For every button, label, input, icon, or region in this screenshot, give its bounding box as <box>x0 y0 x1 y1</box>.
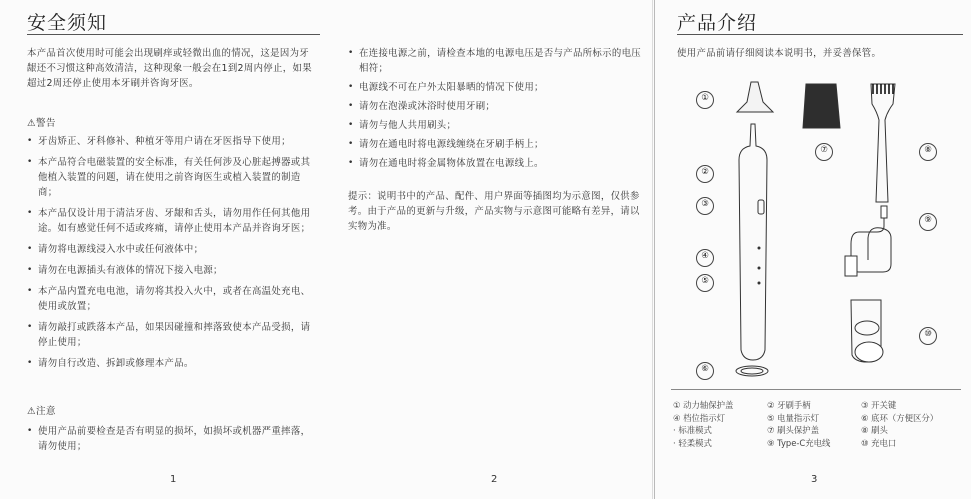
page-number: 3 <box>811 474 818 485</box>
callout-10: ⑩ <box>919 327 937 345</box>
page-title: 产品介绍 <box>677 12 758 34</box>
list-item: • 请勿在泡澡或沐浴时使用牙刷； <box>348 99 643 114</box>
page-3 <box>655 0 971 499</box>
list-item: • 使用产品前要检查是否有明显的损坏，如损坏或机器严重摔落，请勿使用； <box>27 424 317 454</box>
title-rule <box>677 34 963 35</box>
warning-list <box>27 134 317 377</box>
callout-7: ⑦ <box>815 143 833 161</box>
shaft-cap-illustration <box>737 82 773 112</box>
title-rule <box>27 34 320 35</box>
legend-item: ⑧ 刷头 <box>861 425 888 435</box>
legend-item: ② 牙刷手柄 <box>767 400 811 410</box>
legend-row <box>673 424 968 437</box>
callout-2: ② <box>696 165 714 183</box>
list-item: • 牙齿矫正、牙科修补、种植牙等用户请在牙医指导下使用； <box>27 134 317 149</box>
note-heading: ⚠注意 <box>27 406 56 417</box>
legend-rule <box>671 389 961 390</box>
callout-4: ④ <box>696 249 714 267</box>
legend-row <box>673 399 968 412</box>
list-item: • 本产品符合电磁装置的安全标准，有关任何涉及心脏起搏器或其他植入装置的问题，请在使用之前咨询医生或植入装置的制造商； <box>27 155 317 200</box>
callout-8: ⑧ <box>919 143 937 161</box>
parts-legend <box>673 399 968 449</box>
intro-paragraph: 本产品首次使用时可能会出现刷痒或轻微出血的情况，这是因为牙龈还不习惯这种高效清洁，这种现象一般会在1到2周内停止，如果超过2周还停止使用本牙刷并咨询牙医。 <box>27 48 312 89</box>
callout-1: ① <box>696 91 714 109</box>
handle-illustration <box>739 124 767 360</box>
callout-6: ⑥ <box>696 362 714 380</box>
tip-paragraph: 提示：说明书中的产品、配件、用户界面等插图均为示意图，仅供参考。由于产品的更新与升级，产品实物与示意图可能略有差异，请以实物为准。 <box>348 191 640 232</box>
legend-item: · 标准模式 <box>673 425 712 435</box>
brush-cap-illustration <box>803 84 840 128</box>
page-1 <box>0 0 330 499</box>
callout-9: ⑨ <box>919 213 937 231</box>
list-item: • 请勿在通电时将金属物体放置在电源线上。 <box>348 156 643 171</box>
legend-item: ④ 档位指示灯 <box>673 412 726 423</box>
page-number: 2 <box>491 474 498 485</box>
list-item: • 电源线不可在户外太阳暴晒的情况下使用； <box>348 80 643 95</box>
legend-item: ⑨ Type-C充电线 <box>767 437 831 448</box>
legend-item: · 轻柔模式 <box>673 437 712 448</box>
legend-item: ③ 开关键 <box>861 400 897 410</box>
callout-5: ⑤ <box>696 274 714 292</box>
legend-item: ⑩ 充电口 <box>861 437 897 448</box>
legend-item: ⑤ 电量指示灯 <box>767 412 820 423</box>
page-number: 1 <box>170 474 177 485</box>
callout-3: ③ <box>696 197 714 215</box>
page-2 <box>330 0 655 499</box>
list-item: • 请勿将电源线浸入水中或任何液体中； <box>27 242 317 257</box>
page-title: 安全须知 <box>27 12 108 34</box>
legend-row <box>673 412 968 425</box>
list-item: • 请勿敲打或跌落本产品，如果因碰撞和摔落致使本产品受损，请停止使用； <box>27 320 317 350</box>
list-item: • 请勿在电源插头有液体的情况下接入电源； <box>27 263 317 278</box>
brush-head-illustration <box>871 84 895 202</box>
list-item: • 请勿与他人共用刷头； <box>348 118 643 133</box>
warning-heading: ⚠警告 <box>27 118 56 129</box>
legend-row <box>673 437 968 450</box>
list-item: • 请勿在通电时将电源线缠绕在牙刷手柄上； <box>348 137 643 152</box>
list-item: • 本产品内置充电电池，请勿将其投入火中，或者在高温处充电、使用或放置； <box>27 284 317 314</box>
legend-item: ⑦ 刷头保护盖 <box>767 425 820 435</box>
intro-paragraph: 使用产品前请仔细阅读本说明书，并妥善保管。 <box>677 48 882 59</box>
warning-list-continued <box>348 46 643 175</box>
list-item: • 请勿自行改造、拆卸或修理本产品。 <box>27 356 317 371</box>
legend-item: ① 动力轴保护盖 <box>673 400 734 410</box>
note-list <box>27 424 317 460</box>
legend-item: ⑥ 底环（方便区分） <box>861 412 939 423</box>
list-item: • 在连接电源之前，请检查本地的电源电压是否与产品所标示的电压相符； <box>348 46 643 76</box>
list-item: • 本产品仅设计用于清洁牙齿、牙龈和舌头，请勿用作任何其他用途。如有感觉任何不适或疼痛，请停止使用本产品并咨询牙医； <box>27 206 317 236</box>
